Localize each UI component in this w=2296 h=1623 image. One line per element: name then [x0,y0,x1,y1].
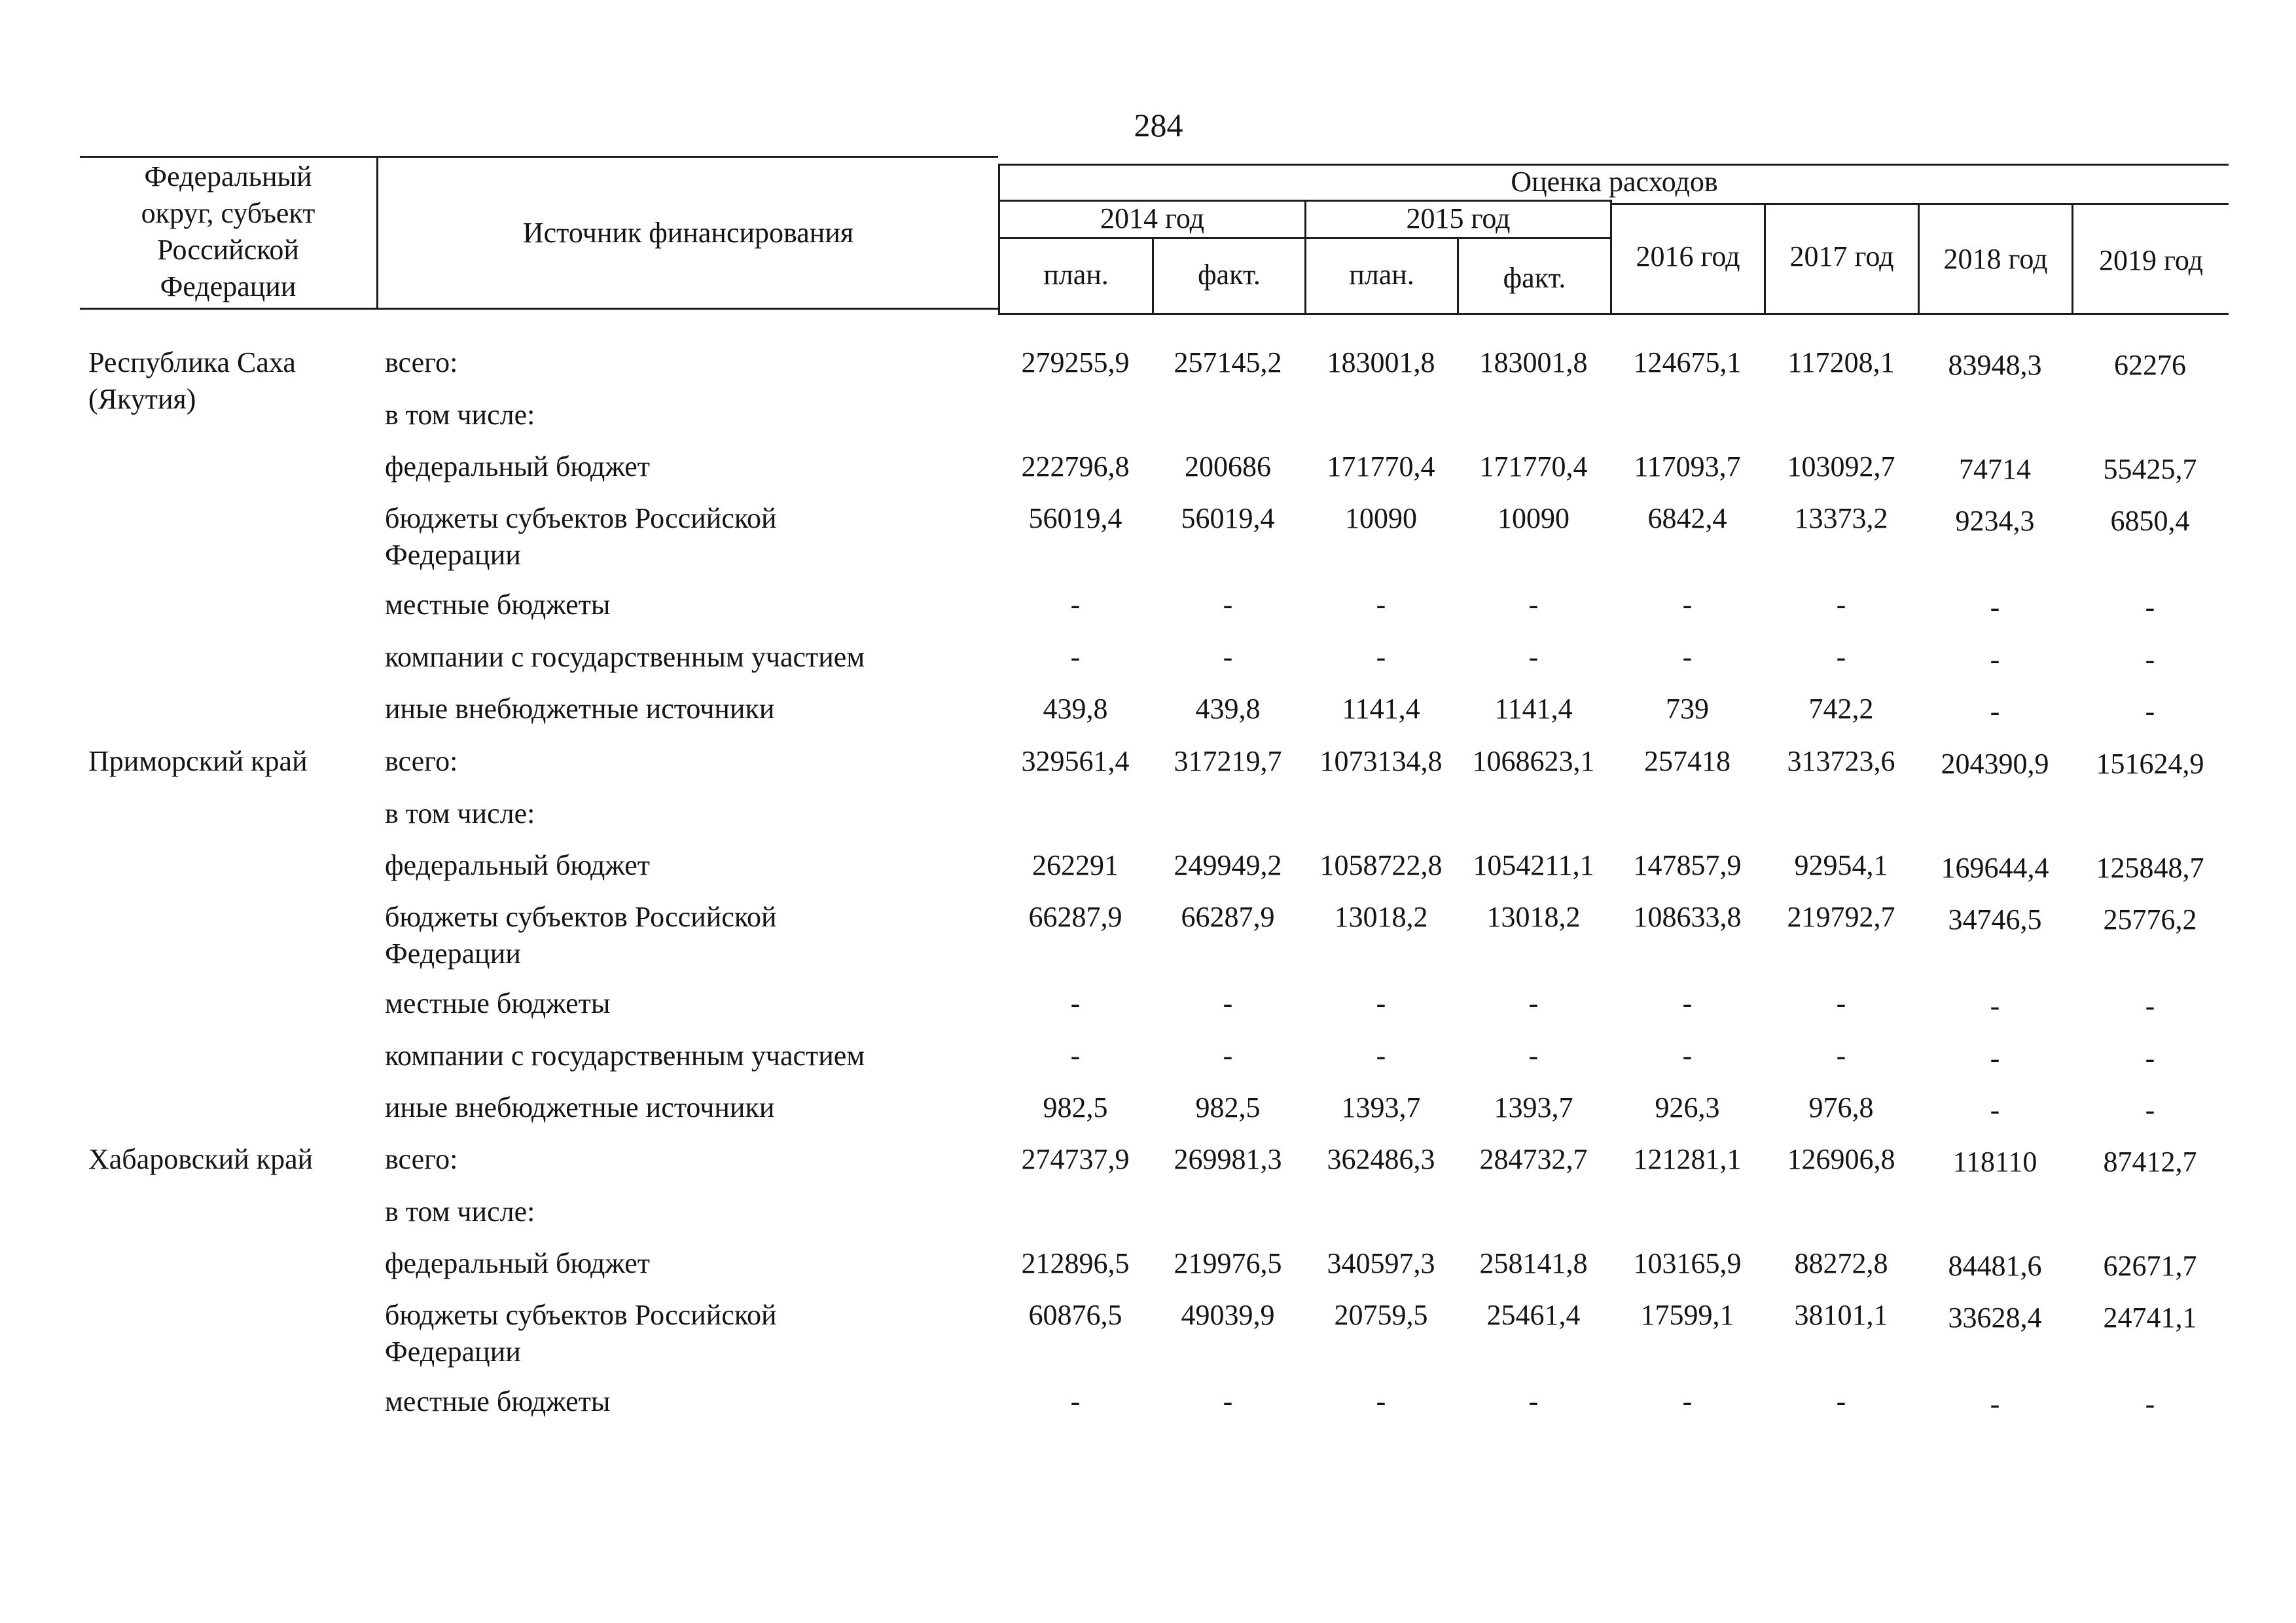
source-label-line: федеральный бюджет [385,450,650,483]
table-cell: - [2145,644,2155,676]
table-cell: - [1070,641,1081,673]
region-name [88,1141,376,1178]
table-cell: - [2145,591,2155,623]
source-label [385,344,974,381]
table-cell: - [1376,641,1386,673]
table-cell: - [1836,1385,1846,1417]
source-label [385,1245,974,1282]
table-cell: 171770,4 [1327,450,1435,483]
table-cell: 20759,5 [1334,1299,1428,1331]
table-cell: - [1376,1385,1386,1417]
source-label [385,795,974,832]
source-label [385,691,974,727]
table-cell: 87412,7 [2103,1146,2197,1178]
region-name-line: Хабаровский край [88,1143,314,1175]
source-label-line: всего: [385,745,458,777]
table-cell: 147857,9 [1633,849,1742,881]
table-cell: 121281,1 [1633,1143,1742,1175]
source-label-line: компании с государственным участием [385,1040,865,1072]
header-source-column: Источник финансирования [522,217,854,249]
table-cell: 25461,4 [1486,1299,1581,1331]
table-cell: 9234,3 [1955,505,2035,537]
table-cell: 62276 [2114,349,2186,381]
header-fact-2014: факт. [1198,259,1261,291]
table-cell: 976,8 [1808,1091,1874,1123]
source-label [385,743,974,780]
table-cell: 279255,9 [1021,346,1130,378]
source-label [385,500,974,574]
table-cell: 13018,2 [1486,901,1581,933]
table-cell: - [1528,1385,1539,1417]
table-cell: 6842,4 [1647,502,1727,534]
table-cell: 1141,4 [1342,693,1420,725]
table-cell: 169644,4 [1941,852,2049,884]
table-cell: 126906,8 [1787,1143,1895,1175]
header-year-2018: 2018 год [1943,243,2048,275]
source-label-line: иные внебюджетные источники [385,1091,775,1123]
table-cell: 171770,4 [1479,450,1588,483]
source-label-line: местные бюджеты [385,589,611,621]
table-cell: 125848,7 [2096,852,2204,884]
table-cell: 118110 [1952,1146,2037,1178]
table-cell: 117093,7 [1634,450,1741,483]
table-cell: 1141,4 [1494,693,1573,725]
header-year-2016: 2016 год [1636,240,1740,272]
table-cell: 219976,5 [1174,1247,1282,1279]
table-cell: - [1070,589,1081,621]
source-label-line: бюджеты субъектов Российской [385,901,777,933]
source-label-line: Федерации [385,539,521,571]
table-cell: - [1376,589,1386,621]
table-cell: 200686 [1185,450,1271,483]
table-cell: - [1682,589,1693,621]
table-cell: 204390,9 [1941,748,2049,780]
table-top-rule [80,156,998,158]
table-cell: 103092,7 [1787,450,1895,483]
source-label [385,1141,974,1178]
source-label-line: всего: [385,1143,458,1175]
source-label [385,1089,974,1126]
table-cell: 84481,6 [1948,1250,2042,1282]
table-cell: 257418 [1644,745,1731,777]
table-cell: - [1070,987,1081,1019]
table-cell: 362486,3 [1327,1143,1435,1175]
table-cell: 24741,1 [2103,1302,2197,1334]
header-plan-2014: план. [1043,259,1109,291]
table-cell: - [2145,1042,2155,1074]
table-cell: 55425,7 [2103,453,2197,485]
header-year-2015: 2015 год [1406,202,1511,234]
table-cell: 66287,9 [1181,901,1275,933]
table-cell: 56019,4 [1181,502,1275,534]
table-cell: - [1223,987,1233,1019]
table-cell: - [1682,1385,1693,1417]
source-label [385,1297,974,1370]
table-cell: 13018,2 [1334,901,1428,933]
table-cell: 25776,2 [2103,903,2197,936]
source-label-line: в том числе: [385,399,535,431]
table-cell: 10090 [1345,502,1417,534]
table-cell: - [1682,1040,1693,1072]
source-label [385,1194,974,1230]
source-label-line: Федерации [385,938,521,970]
table-cell: - [2145,1094,2155,1126]
table-cell: 257145,2 [1174,346,1282,378]
table-cell: 92954,1 [1794,849,1888,881]
header-group-title: Оценка расходов [1511,166,1718,198]
table-cell: 739 [1666,693,1709,725]
source-label-line: Федерации [385,1336,521,1368]
table-cell: 219792,7 [1787,901,1895,933]
table-cell: 1058722,8 [1319,849,1443,881]
table-cell: 38101,1 [1794,1299,1888,1331]
table-cell: - [1528,987,1539,1019]
table-cell: 13373,2 [1794,502,1888,534]
table-cell: 108633,8 [1633,901,1742,933]
header-bottom-rule-left [80,308,998,310]
table-cell: 83948,3 [1948,349,2042,381]
table-cell: - [1223,1385,1233,1417]
table-cell: 222796,8 [1021,450,1130,483]
table-cell: 982,5 [1043,1091,1108,1123]
table-cell: 274737,9 [1021,1143,1130,1175]
table-cell: - [1070,1040,1081,1072]
source-label [385,448,974,485]
source-label-line: бюджеты субъектов Российской [385,1299,777,1331]
table-cell: - [1990,644,2000,676]
table-cell: 262291 [1032,849,1119,881]
source-label [385,639,974,676]
table-cell: - [1682,641,1693,673]
table-cell: - [2145,695,2155,727]
region-name-line: Республика Саха [88,346,296,378]
table-cell: 1073134,8 [1319,745,1443,777]
header-fact-2015: факт. [1503,262,1566,294]
source-label-line: в том числе: [385,797,535,830]
source-label [385,1383,974,1420]
source-label-line: местные бюджеты [385,1385,611,1417]
table-cell: - [1528,641,1539,673]
table-cell: - [1836,589,1846,621]
table-cell: - [2145,990,2155,1022]
table-cell: - [1990,990,2000,1022]
table-cell: 329561,4 [1021,745,1130,777]
table-cell: 1393,7 [1494,1091,1573,1123]
table-cell: 124675,1 [1633,346,1742,378]
source-label-line: федеральный бюджет [385,849,650,881]
table-cell: 10090 [1498,502,1570,534]
table-cell: 66287,9 [1028,901,1122,933]
table-cell: 982,5 [1195,1091,1261,1123]
table-cell: 117208,1 [1787,346,1895,378]
table-cell: 249949,2 [1174,849,1282,881]
table-cell: 212896,5 [1021,1247,1130,1279]
table-cell: 258141,8 [1479,1247,1588,1279]
table-cell: 151624,9 [2096,748,2204,780]
table-cell: - [1070,1385,1081,1417]
source-label-line: компании с государственным участием [385,641,865,673]
table-cell: - [1376,1040,1386,1072]
table-cell: 103165,9 [1633,1247,1742,1279]
table-cell: - [1990,591,2000,623]
table-cell: 317219,7 [1174,745,1282,777]
header-year-2014: 2014 год [1100,202,1205,234]
table-cell: 34746,5 [1948,903,2042,936]
table-cell: 62671,7 [2103,1250,2197,1282]
table-cell: 88272,8 [1794,1247,1888,1279]
table-cell: - [1836,641,1846,673]
table-cell: - [1528,589,1539,621]
source-label-line: всего: [385,346,458,378]
table-cell: 33628,4 [1948,1302,2042,1334]
table-cell: 340597,3 [1327,1247,1435,1279]
table-cell: - [1990,1042,2000,1074]
region-name-line: Приморский край [88,745,308,777]
source-label [385,847,974,884]
table-cell: 1393,7 [1341,1091,1421,1123]
table-cell: 313723,6 [1787,745,1895,777]
source-label [385,1038,974,1074]
table-cell: 49039,9 [1181,1299,1275,1331]
table-cell: 742,2 [1808,693,1874,725]
table-cell: - [1223,1040,1233,1072]
source-label-line: местные бюджеты [385,987,611,1019]
table-cell: - [1223,589,1233,621]
table-cell: 74714 [1959,453,2031,485]
table-cell: 183001,8 [1479,346,1588,378]
table-cell: - [1990,1388,2000,1420]
header-plan-2015: план. [1349,259,1414,291]
table-cell: 60876,5 [1028,1299,1122,1331]
header-year-2017: 2017 год [1789,240,1894,272]
table-cell: 1054211,1 [1473,849,1594,881]
table-cell: 56019,4 [1028,502,1122,534]
table-cell: - [1528,1040,1539,1072]
table-cell: 269981,3 [1174,1143,1282,1175]
table-cell: 439,8 [1195,693,1261,725]
source-label [385,899,974,972]
table-cell: 1068623,1 [1472,745,1595,777]
header-region-column: Федеральный округ, субъект Российской Федерации [141,160,315,302]
source-label-line: бюджеты субъектов Российской [385,502,777,534]
table-cell: 6850,4 [2110,505,2190,537]
table-cell: 439,8 [1043,693,1108,725]
source-label [385,397,974,433]
region-name [88,344,376,418]
source-label [385,985,974,1022]
table-cell: - [2145,1388,2155,1420]
source-label [385,587,974,623]
source-label-line: в том числе: [385,1195,535,1228]
header-bottom-rule-right [998,313,2229,315]
table-cell: 17599,1 [1640,1299,1734,1331]
table-cell: 926,3 [1655,1091,1720,1123]
region-name-line: (Якутия) [88,383,196,415]
table-cell: - [1836,1040,1846,1072]
table-cell: - [1990,1094,2000,1126]
page-number: 284 [1134,107,1183,143]
table-cell: - [1990,695,2000,727]
header-year-2019: 2019 год [2098,244,2204,276]
source-label-line: иные внебюджетные источники [385,693,775,725]
table-cell: - [1682,987,1693,1019]
table-cell: - [1223,641,1233,673]
table-cell: - [1376,987,1386,1019]
table-cell: 183001,8 [1327,346,1435,378]
source-label-line: федеральный бюджет [385,1247,650,1279]
region-name [88,743,376,780]
table-cell: - [1836,987,1846,1019]
table-cell: 284732,7 [1479,1143,1588,1175]
